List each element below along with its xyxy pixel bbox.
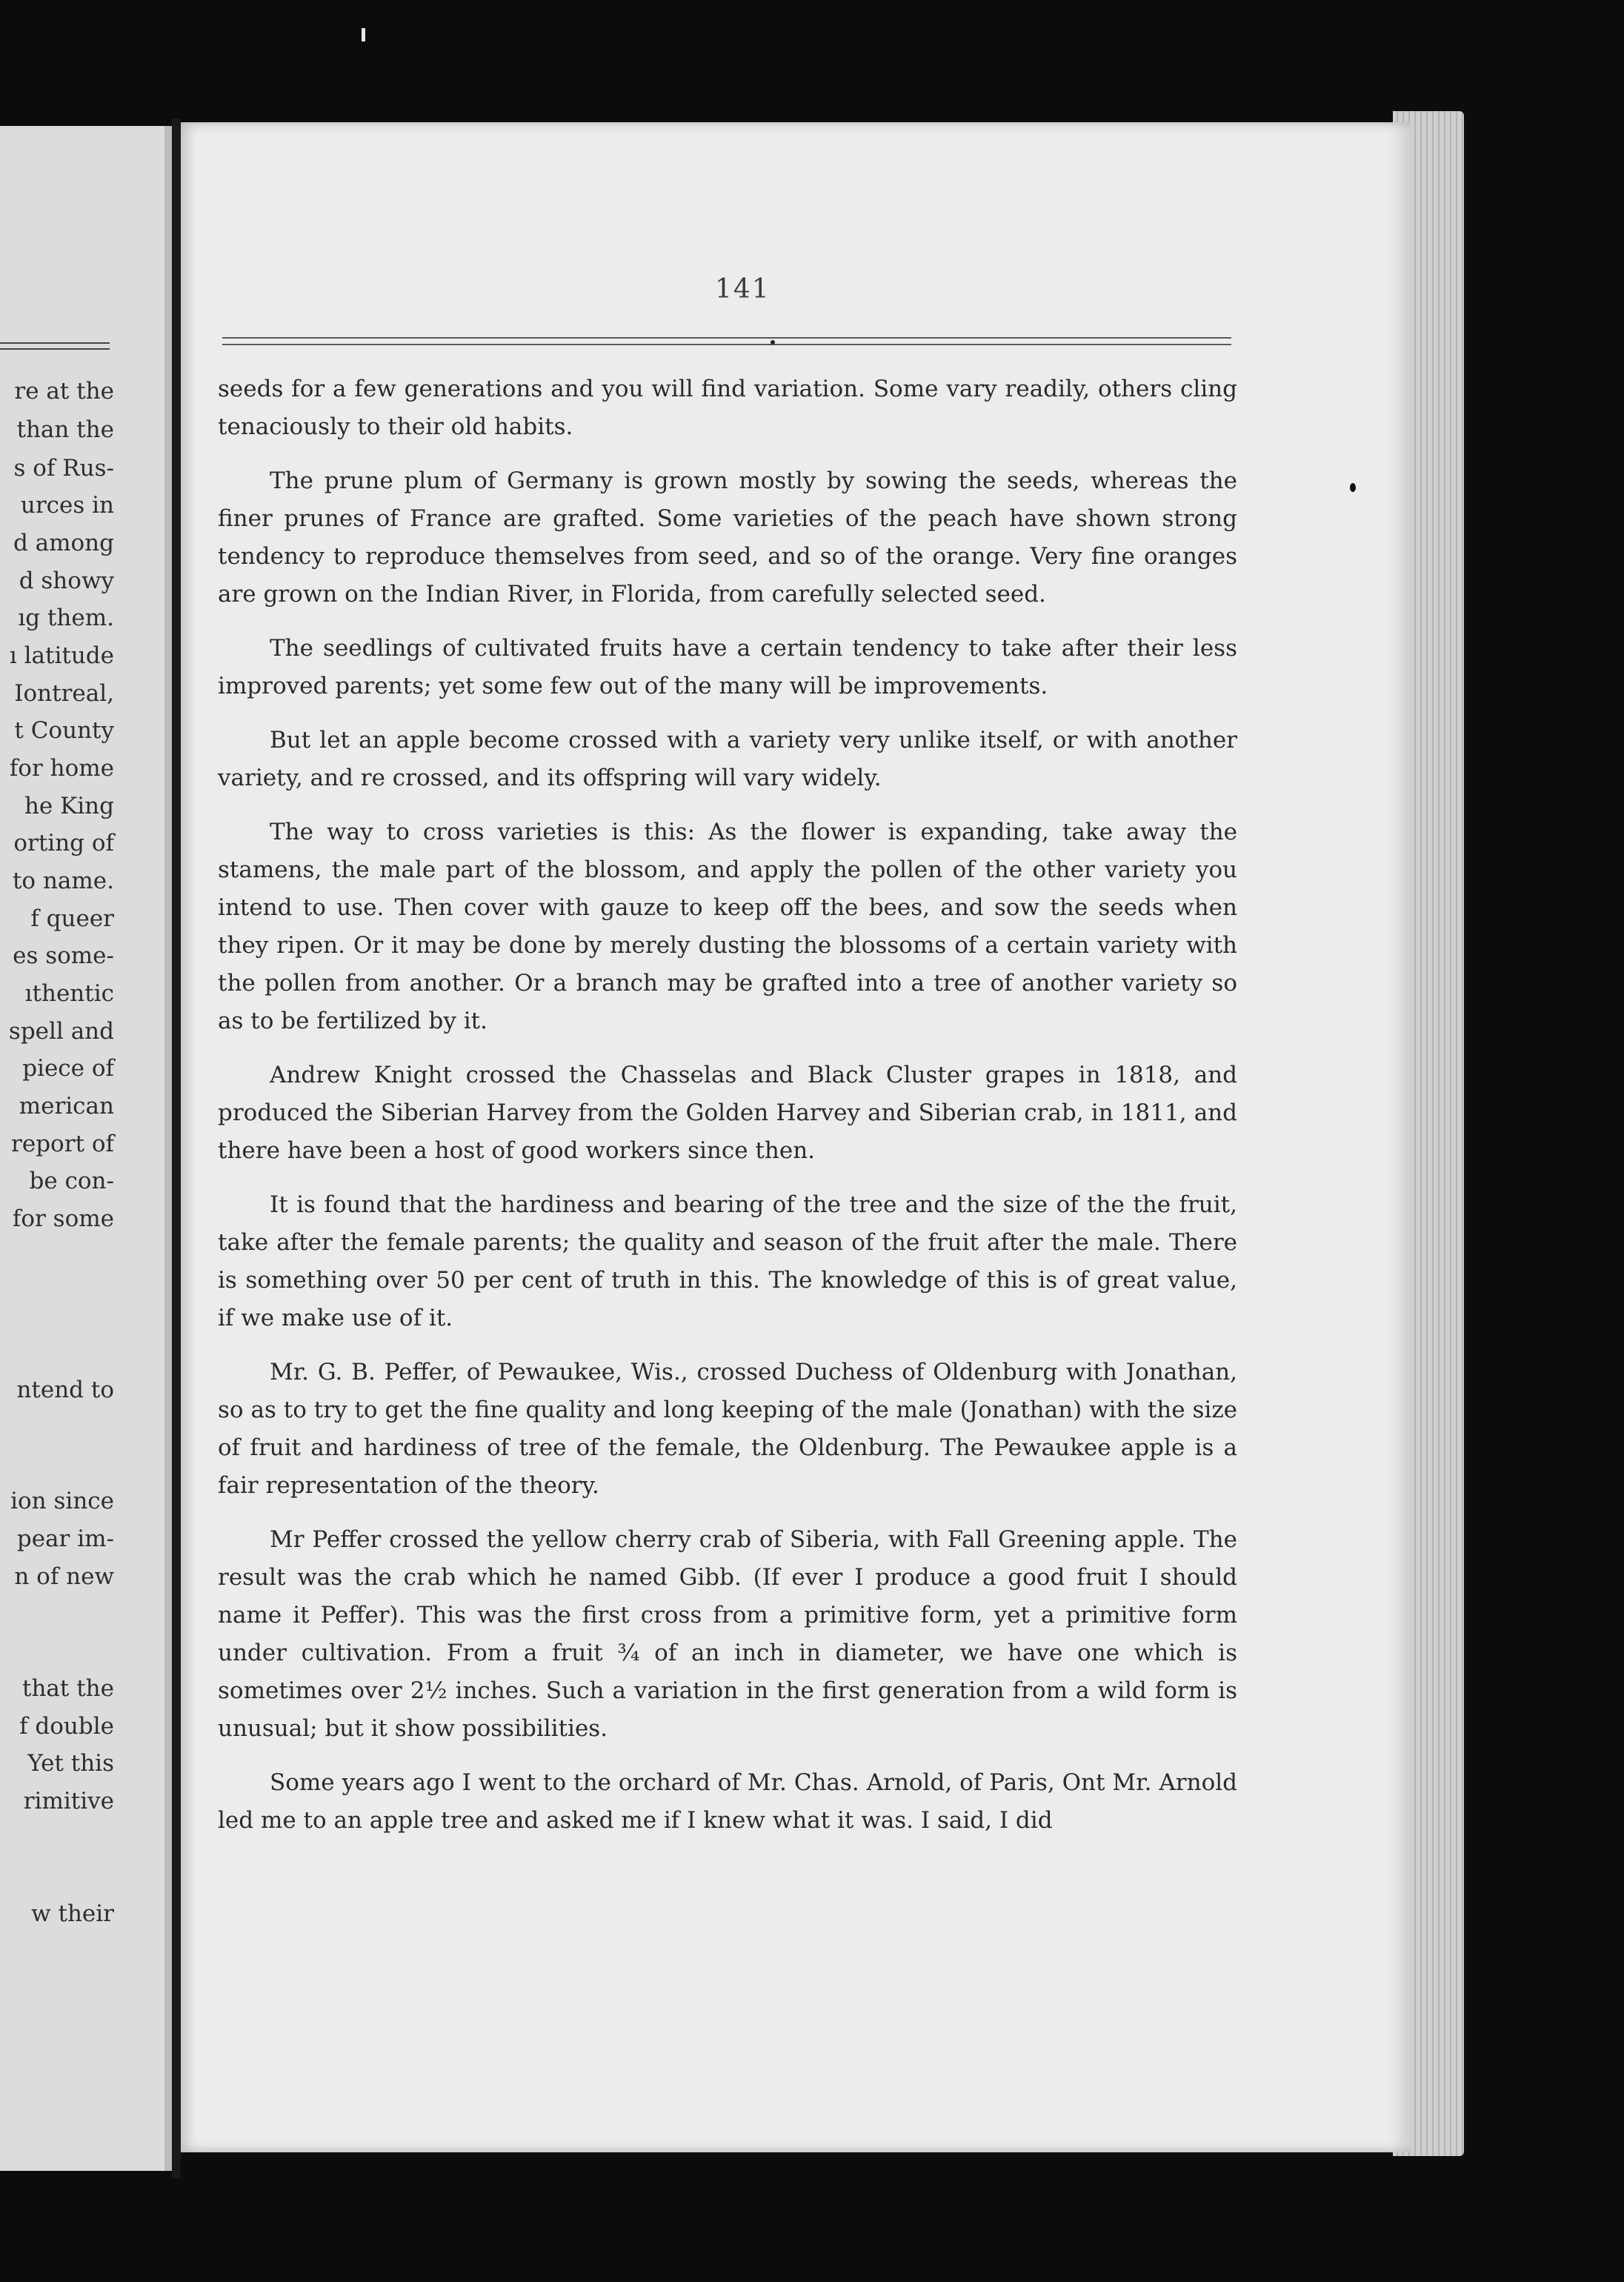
left-line: d showy xyxy=(19,568,114,594)
paragraph: Mr. G. B. Peffer, of Pewaukee, Wis., crossed Duchess of Oldenburg with Jonathan, so as to try to get the fine quality and long keeping of the male (Jonathan) with the size of fruit and hardiness of tree of the female, the Oldenburg. The Pewaukee apple is a fair representation of the theory. xyxy=(218,1359,1237,1499)
left-line: be con- xyxy=(29,1168,114,1194)
left-line: t County xyxy=(14,717,114,744)
scan-speck xyxy=(362,28,365,41)
left-line: ıthentic xyxy=(24,980,114,1007)
paragraph: The way to cross varieties is this: As the flower is expanding, take away the stamens, the male part of the blossom, and apply the pollen of the other variety you intend to use. Then cover with gauze to keep off the bees, and sow the seeds when they ripen. Or it may be done by merely dusting the blossoms of a certain variety with the pollen from another. Or a branch may be grafted into a tree of another variety so as to be fertilized by it. xyxy=(218,819,1237,1034)
left-line: Iontreal, xyxy=(14,680,114,707)
left-line: urces in xyxy=(20,492,114,519)
left-line: ion since xyxy=(10,1488,114,1514)
left-line: piece of xyxy=(22,1055,114,1082)
margin-ink-mark xyxy=(1350,483,1356,492)
left-line: w their xyxy=(31,1900,114,1927)
page-body xyxy=(218,370,1237,1856)
left-line: es some- xyxy=(13,942,114,969)
left-line: for some xyxy=(12,1205,114,1232)
paragraph: Mr Peffer crossed the yellow cherry crab of Siberia, with Fall Greening apple. The result was the crab which he named Gibb. (If ever I produce a good fruit I should name it Peffer). This was the first cross from a primitive form, yet a primitive form under cultivation. From a fruit ¾ of an inch in diameter, we have one which is sometimes over 2½ inches. Such a variation in the first generation from a wild form is unusual; but it show possibilities. xyxy=(218,1526,1237,1742)
left-line: ıg them. xyxy=(18,605,114,631)
left-page-rule xyxy=(0,342,110,344)
left-line: rimitive xyxy=(23,1788,114,1814)
left-line: report of xyxy=(11,1131,114,1157)
paragraph: The seedlings of cultivated fruits have a certain tendency to take after their less improved parents; yet some few out of the many will be improvements. xyxy=(218,635,1237,699)
left-line: n of new xyxy=(14,1563,114,1590)
left-line: ı latitude xyxy=(9,642,114,669)
page-number: 141 xyxy=(715,274,771,305)
paragraph: Andrew Knight crossed the Chasselas and Black Cluster grapes in 1818, and produced the Siberian Harvey from the Golden Harvey and Siberian crab, in 1811, and there have been a host of good workers since then. xyxy=(218,1062,1237,1164)
left-line: d among xyxy=(13,530,114,556)
previous-page-fragment xyxy=(0,126,172,2171)
paragraph: seeds for a few generations and you will find variation. Some vary readily, others cling tenaciously to their old habits. xyxy=(218,376,1237,440)
header-rule-dot xyxy=(771,340,775,345)
left-line: f queer xyxy=(30,905,114,932)
left-line: s of Rus- xyxy=(13,455,114,482)
left-line: he King xyxy=(24,793,114,819)
left-line: for home xyxy=(9,755,114,782)
left-page-rule xyxy=(0,348,110,350)
left-line: f double xyxy=(19,1713,114,1740)
book-gutter xyxy=(172,119,181,2178)
left-line: pear im- xyxy=(16,1526,114,1552)
paragraph: Some years ago I went to the orchard of Mr. Chas. Arnold, of Paris, Ont Mr. Arnold led me to an apple tree and asked me if I knew what it was. I said, I did xyxy=(218,1769,1237,1834)
left-line: re at the xyxy=(14,378,114,405)
left-line: spell and xyxy=(8,1018,114,1045)
left-line: than the xyxy=(16,416,114,443)
left-line: to name. xyxy=(12,868,114,894)
paragraph: The prune plum of Germany is grown mostly by sowing the seeds, whereas the finer prunes of France are grafted. Some varieties of the peach have shown strong tendency to reproduce themselves from seed, and so of the orange. Very fine oranges are grown on the Indian River, in Florida, from carefully selected seed. xyxy=(218,468,1237,608)
left-line: that the xyxy=(22,1675,114,1702)
left-line: orting of xyxy=(13,830,114,856)
paragraph: It is found that the hardiness and bearing of the tree and the size of the the fruit, take after the female parents; the quality and season of the fruit after the male. There is something over 50 per cent of truth in this. The knowledge of this is of great value, if we make use of it. xyxy=(218,1191,1237,1331)
left-line: ntend to xyxy=(16,1377,114,1403)
left-line: merican xyxy=(19,1093,114,1120)
header-rule xyxy=(222,337,1231,345)
paragraph: But let an apple become crossed with a variety very unlike itself, or with another variety, and re crossed, and its offspring will vary widely. xyxy=(218,727,1237,791)
left-line: Yet this xyxy=(27,1750,114,1777)
